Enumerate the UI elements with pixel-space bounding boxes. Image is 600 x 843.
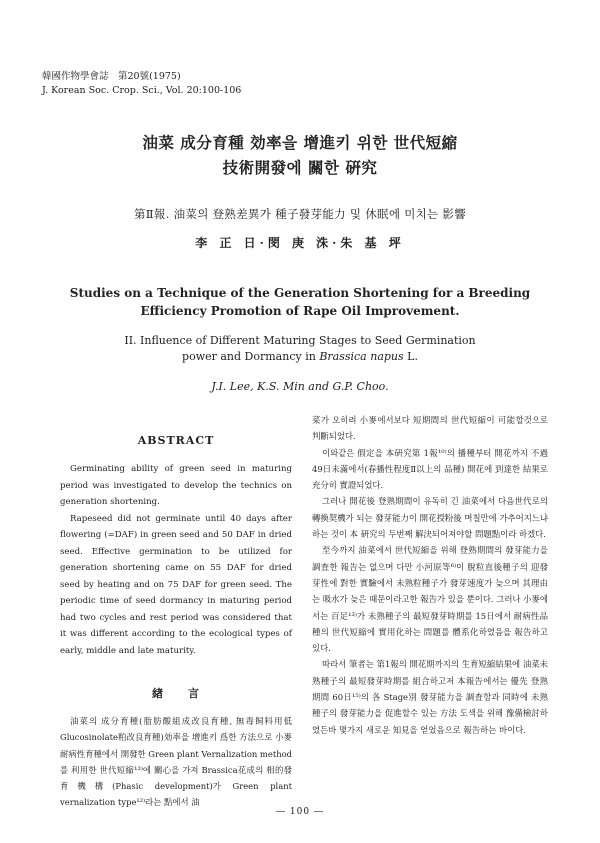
subtitle-en-line2-pre: power and Dormancy in (182, 350, 320, 363)
right-paragraph-5: 따라서 筆者는 第1報의 開花期까지의 生育短縮結果에 油菜未熟種子의 最短發芽時期를 組合하고저 本報告에서는 優先 登熟期間 60日¹⁵⁾의 各 Stage別 發芽能力을 調査함과 同時에 未熟種子의 發芽能力을 促進할수 있는 方法 도색을 위해 豫備檢討하였든바 몇가지 새로운 知見을 얻었음으로 報告하는 바이다. (312, 659, 548, 735)
subtitle-ko: 第Ⅱ報. 油菜의 登熟差異가 種子發芽能力 및 休眠에 미치는 影響 (133, 207, 467, 221)
intro-heading: 緖 言 (152, 687, 200, 700)
abstract-heading: ABSTRACT (137, 434, 215, 447)
species-name: Brassica napus (319, 350, 404, 363)
right-paragraph-1: 菜가 오히려 小麥에서보다 短期間의 世代短縮이 可能할것으로 判斷되었다. (312, 415, 548, 442)
title-ko-line1: 油菜 成分育種 効率을 增進키 위한 世代短縮 (142, 133, 458, 152)
page-number: ― 100 ― (276, 807, 324, 817)
subtitle-en-line2 (0, 350, 600, 363)
left-column (60, 412, 292, 811)
right-paragraph-4: 至今까지 油菜에서 世代短縮을 위해 登熟期間의 發芽能力을 調査한 報告는 없으며 다만 小河原等⁶⁾이 脫粒直後種子의 迎發芽性에 對한 實驗에서 未熟粒種子가 發芽速度가 늦으며 其理由는 吸水가 늦은 때문이라고한 報告가 있을 뿐이다. 그러나 小麥에서는 百足¹³⁾가 未熟種子의 最短發芽時期를 15日에서 耐病性品種의 世代短縮에 實用化하는 問題를 體系化하였음을 報告하고 있다. (312, 545, 549, 654)
title-en-line1: Studies on a Technique of the Generation Shortening for a Breeding (69, 286, 531, 300)
title-ko-line2: 技術開發에 關한 硏究 (222, 158, 378, 177)
title-en-line2: Efficiency Promotion of Rape Oil Improvement. (140, 304, 460, 318)
journal-name-en: J. Korean Soc. Crop. Sci., Vol. 20:100-106 (42, 85, 242, 96)
intro-paragraph: 油菜의 成分育種(脂肪酸組成改良育種, 無毒飼料用低 Glucosinolate粕改良育種)効率을 增進키 爲한 方法으로 小麥耐病性育種에서 開發한 Green plant Vernalization method를 利用한 世代短縮¹³⁾에 關心을 가져 Brassica花成의 相的發育機構(Phasic development)가 Green plant vernalization type¹²⁾라는 點에서 油 (60, 716, 292, 808)
authors-ko: 李 正 日·閔 庚 洙·朱 基 坪 (195, 236, 405, 250)
right-column (312, 412, 548, 738)
subtitle-en-line2-post: L. (403, 350, 418, 363)
abstract-paragraph-1: Germinating ability of green seed in maturing period was investigated to develop the technics on generation shortening. (60, 464, 292, 507)
right-paragraph-2: 이와같은 假定을 本硏究第 1報¹⁰⁾의 播種부터 開花까지 不過 49日未滿에서(春播性程度Ⅱ以上의 品種) 開花에 到達한 結果로 充分히 實證되었다. (312, 447, 548, 491)
journal-header (42, 70, 241, 98)
authors-en: J.I. Lee, K.S. Min and G.P. Choo. (211, 380, 389, 393)
right-paragraph-3: 그러나 開花後 登熟期間이 유독히 긴 油菜에서 다음世代로의 轉換契機가 되는 發芽能力이 開花授粉後 며칠만에 가추어지느냐 하는 것이 本 硏究의 두번째 解決되어져야할 問題點이라 하겠다. (312, 496, 548, 540)
journal-name-ko: 韓國作物學會誌 第20號(1975) (42, 71, 181, 82)
subtitle-en-line1: II. Influence of Different Maturing Stages to Seed Germination (124, 334, 476, 347)
abstract-paragraph-2: Rapeseed did not germinate until 40 days after flowering (=DAF) in green seed and 50 DAF in dried seed. Effective germination to be utilized for generation shortening came on 55 DAF for dried seed by heating and on 75 DAF for green seed. The periodic time of seed dormancy in maturing period had two cycles and rest period was considered that it was different according to the ecological types of early, middle and late maturity. (60, 513, 292, 656)
